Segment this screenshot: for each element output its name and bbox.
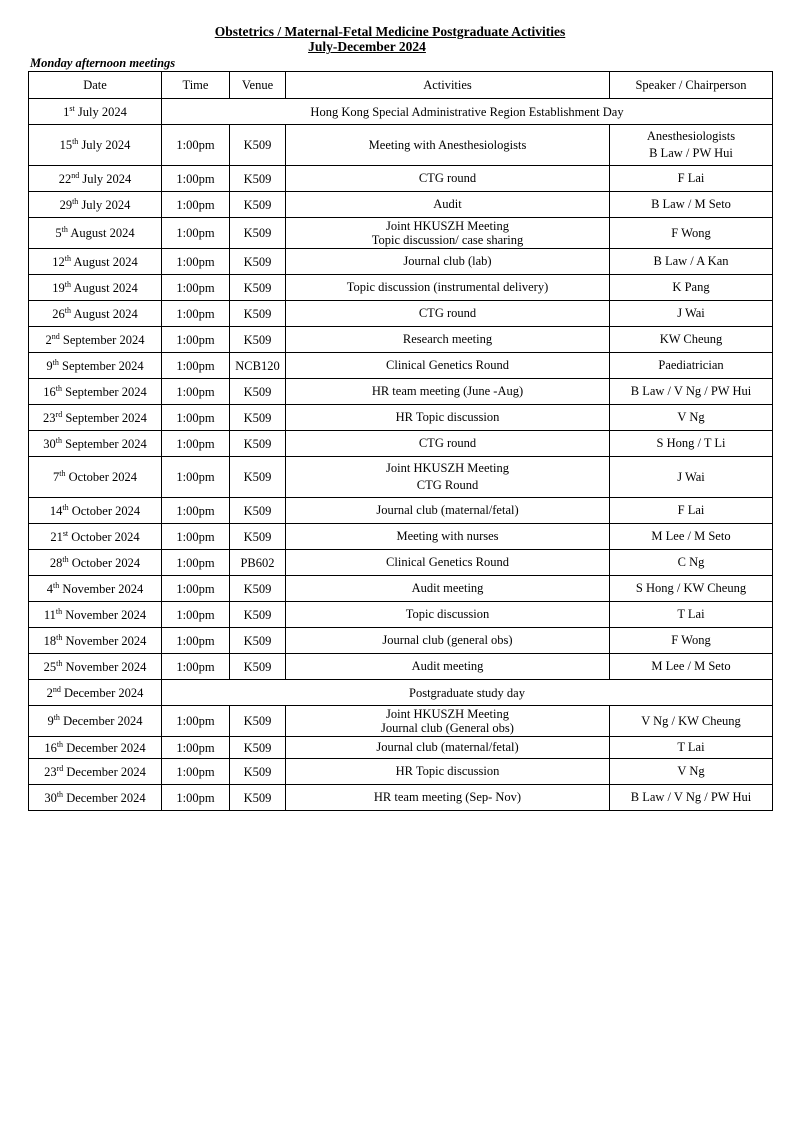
date-cell — [29, 680, 162, 706]
speaker-cell — [610, 785, 773, 811]
date-cell — [29, 524, 162, 550]
date-ordinal-suffix: rd — [55, 409, 63, 419]
activity-cell — [286, 550, 610, 576]
activity-line: Meeting with Anesthesiologists — [368, 137, 527, 152]
activity-line: Audit meeting — [411, 581, 484, 595]
time-cell: 1:00pm — [162, 301, 230, 327]
date-ordinal-suffix: rd — [56, 763, 64, 773]
activity-line: HR team meeting (Sep- Nov) — [373, 790, 522, 804]
date-month-year: December 2024 — [63, 790, 146, 805]
date-day: 14 — [49, 503, 63, 518]
date-ordinal-suffix: th — [53, 580, 60, 590]
time-cell: 1:00pm — [162, 218, 230, 249]
speaker-cell — [610, 327, 773, 353]
table-row — [29, 431, 773, 457]
activity-line: CTG Round — [416, 478, 479, 492]
table-row — [29, 737, 773, 759]
date-day: 9 — [47, 714, 54, 728]
date-cell — [29, 353, 162, 379]
venue-cell: K509 — [230, 602, 286, 628]
table-row — [29, 166, 773, 192]
venue-cell: K509 — [230, 759, 286, 785]
date-day: 2 — [46, 685, 53, 700]
venue-cell: K509 — [230, 192, 286, 218]
speaker-line: J Wai — [677, 306, 705, 320]
date-day: 1 — [63, 104, 70, 119]
date-day: 22 — [58, 171, 72, 186]
activity-line: Audit meeting — [411, 659, 484, 673]
date-ordinal-suffix: th — [62, 502, 69, 512]
venue-cell: K509 — [230, 301, 286, 327]
date-day: 15 — [59, 138, 73, 152]
speaker-cell — [610, 737, 773, 759]
speaker-line: S Hong / T Li — [656, 436, 726, 450]
table-row — [29, 99, 773, 125]
date-day: 21 — [50, 529, 63, 544]
date-cell — [29, 550, 162, 576]
table-row — [29, 498, 773, 524]
speaker-line: V Ng / KW Cheung — [641, 714, 741, 728]
activity-cell — [286, 218, 610, 249]
date-cell — [29, 218, 162, 249]
time-cell: 1:00pm — [162, 431, 230, 457]
speaker-cell — [610, 759, 773, 785]
venue-cell: K509 — [230, 125, 286, 166]
table-row — [29, 275, 773, 301]
date-ordinal-suffix: th — [62, 554, 69, 564]
date-ordinal-suffix: th — [56, 739, 64, 749]
speaker-cell — [610, 192, 773, 218]
table-row — [29, 405, 773, 431]
venue-cell: K509 — [230, 218, 286, 249]
activity-cell — [286, 327, 610, 353]
activity-cell — [286, 457, 610, 498]
date-ordinal-suffix: nd — [51, 331, 60, 341]
time-cell: 1:00pm — [162, 275, 230, 301]
merged-event-cell: Hong Kong Special Administrative Region Establishment Day — [162, 99, 773, 125]
activity-cell — [286, 405, 610, 431]
date-day: 30 — [43, 436, 56, 451]
table-row — [29, 706, 773, 737]
activities-table — [28, 71, 773, 811]
date-month-year: September 2024 — [62, 436, 147, 451]
schedule-subtitle: Monday afternoon meetings — [30, 56, 176, 70]
activity-line: Clinical Genetics Round — [386, 555, 509, 569]
activity-line: Joint HKUSZH Meeting — [386, 707, 509, 721]
date-cell — [29, 498, 162, 524]
time-cell: 1:00pm — [162, 524, 230, 550]
date-month-year: October 2024 — [68, 529, 140, 544]
date-day: 4 — [46, 581, 53, 596]
date-ordinal-suffix: th — [52, 357, 59, 367]
activity-cell — [286, 192, 610, 218]
venue-cell: K509 — [230, 431, 286, 457]
activity-line: Clinical Genetics Round — [386, 358, 509, 372]
speaker-line: B Law / A Kan — [653, 254, 729, 268]
table-row — [29, 379, 773, 405]
time-cell: 1:00pm — [162, 249, 230, 275]
speaker-line: M Lee / M Seto — [651, 659, 731, 673]
date-day: 16 — [43, 384, 56, 399]
activity-line: CTG round — [418, 171, 477, 185]
date-day: 30 — [44, 790, 57, 805]
speaker-cell — [610, 550, 773, 576]
time-cell: 1:00pm — [162, 166, 230, 192]
speaker-line: Paediatrician — [658, 358, 724, 372]
activity-line: Topic discussion (instrumental delivery) — [346, 280, 549, 294]
activity-line: Topic discussion — [405, 607, 490, 621]
speaker-line: F Lai — [677, 503, 705, 517]
time-cell: 1:00pm — [162, 706, 230, 737]
activity-line: Audit — [433, 197, 462, 211]
speaker-line: C Ng — [677, 555, 705, 569]
schedule-body — [29, 99, 773, 811]
activity-line: Journal club (general obs) — [382, 633, 513, 647]
date-cell — [29, 166, 162, 192]
date-cell — [29, 706, 162, 737]
activity-line: HR team meeting (June -Aug) — [371, 384, 524, 398]
activity-cell — [286, 353, 610, 379]
activity-line: Joint HKUSZH Meeting — [386, 219, 509, 233]
column-header-date: Date — [29, 72, 162, 99]
table-row — [29, 125, 773, 166]
speaker-line: M Lee / M Seto — [651, 529, 731, 543]
speaker-cell — [610, 301, 773, 327]
date-month-year: November 2024 — [59, 581, 144, 596]
speaker-line: Anesthesiologists — [646, 129, 736, 143]
activity-cell — [286, 275, 610, 301]
date-ordinal-suffix: th — [72, 196, 79, 206]
activity-cell — [286, 301, 610, 327]
date-month-year: December 2024 — [63, 764, 146, 779]
date-cell — [29, 431, 162, 457]
speaker-line: J Wai — [677, 469, 705, 484]
activity-cell — [286, 576, 610, 602]
speaker-cell — [610, 576, 773, 602]
speaker-cell — [610, 628, 773, 654]
date-cell — [29, 125, 162, 166]
speaker-cell — [610, 379, 773, 405]
date-ordinal-suffix: th — [56, 632, 63, 642]
date-day: 26 — [52, 306, 65, 321]
activity-cell — [286, 602, 610, 628]
venue-cell: K509 — [230, 654, 286, 680]
venue-cell: K509 — [230, 457, 286, 498]
date-cell — [29, 654, 162, 680]
date-month-year: November 2024 — [62, 607, 147, 622]
table-header-row — [29, 72, 773, 99]
activity-line: Research meeting — [402, 332, 493, 346]
venue-cell: K509 — [230, 524, 286, 550]
activity-cell — [286, 498, 610, 524]
speaker-line: V Ng — [677, 410, 705, 424]
date-ordinal-suffix: st — [62, 528, 69, 538]
speaker-line: K Pang — [672, 280, 710, 294]
time-cell: 1:00pm — [162, 737, 230, 759]
date-day: 28 — [49, 555, 63, 570]
activity-line: Journal club (General obs) — [381, 721, 514, 735]
activity-cell — [286, 706, 610, 737]
time-cell: 1:00pm — [162, 327, 230, 353]
date-cell — [29, 327, 162, 353]
activity-line: Joint HKUSZH Meeting — [386, 461, 509, 475]
date-ordinal-suffix: th — [55, 606, 63, 616]
activity-cell — [286, 654, 610, 680]
venue-cell: K509 — [230, 327, 286, 353]
column-header-venue: Venue — [230, 72, 286, 99]
table-row — [29, 576, 773, 602]
date-cell — [29, 602, 162, 628]
venue-cell: NCB120 — [230, 353, 286, 379]
time-cell: 1:00pm — [162, 759, 230, 785]
date-month-year: November 2024 — [62, 659, 147, 674]
speaker-cell — [610, 706, 773, 737]
date-ordinal-suffix: nd — [52, 684, 61, 694]
date-ordinal-suffix: th — [56, 658, 63, 668]
venue-cell: K509 — [230, 706, 286, 737]
date-day: 23 — [44, 764, 57, 779]
table-row — [29, 628, 773, 654]
activity-cell — [286, 524, 610, 550]
activity-cell — [286, 125, 610, 166]
activity-cell — [286, 249, 610, 275]
speaker-cell — [610, 405, 773, 431]
activity-cell — [286, 785, 610, 811]
date-cell — [29, 99, 162, 125]
time-cell: 1:00pm — [162, 602, 230, 628]
date-day: 2 — [45, 332, 52, 347]
date-day: 7 — [53, 470, 60, 484]
table-row — [29, 654, 773, 680]
date-month-year: July 2024 — [74, 104, 127, 119]
date-month-year: December 2024 — [60, 685, 144, 700]
activity-line: Topic discussion/ case sharing — [371, 233, 524, 247]
time-cell: 1:00pm — [162, 654, 230, 680]
date-cell — [29, 628, 162, 654]
speaker-line: B Law / V Ng / PW Hui — [630, 790, 752, 804]
column-header-time: Time — [162, 72, 230, 99]
speaker-line: B Law / V Ng / PW Hui — [630, 384, 752, 398]
activity-line: CTG round — [418, 436, 477, 450]
speaker-line: B Law / PW Hui — [649, 146, 733, 160]
table-row — [29, 602, 773, 628]
table-row — [29, 680, 773, 706]
time-cell: 1:00pm — [162, 498, 230, 524]
merged-event-cell: Postgraduate study day — [162, 680, 773, 706]
date-day: 9 — [46, 358, 53, 373]
time-cell: 1:00pm — [162, 405, 230, 431]
date-ordinal-suffix: th — [53, 712, 60, 722]
date-cell — [29, 379, 162, 405]
date-ordinal-suffix: th — [59, 468, 66, 478]
date-day: 25 — [43, 659, 57, 674]
date-ordinal-suffix: th — [64, 253, 72, 263]
date-month-year: September 2024 — [62, 410, 147, 425]
date-month-year: August 2024 — [71, 254, 138, 269]
table-row — [29, 550, 773, 576]
activity-line: Journal club (maternal/fetal) — [376, 740, 519, 754]
speaker-cell — [610, 457, 773, 498]
table-row — [29, 759, 773, 785]
activity-line: HR Topic discussion — [395, 410, 500, 424]
date-month-year: July 2024 — [78, 197, 131, 212]
activity-line: CTG round — [418, 306, 477, 320]
date-ordinal-suffix: th — [56, 789, 64, 799]
date-month-year: July 2024 — [78, 138, 131, 152]
date-cell — [29, 457, 162, 498]
venue-cell: K509 — [230, 379, 286, 405]
date-ordinal-suffix: th — [64, 305, 72, 315]
table-row — [29, 218, 773, 249]
column-header-activities: Activities — [286, 72, 610, 99]
time-cell: 1:00pm — [162, 550, 230, 576]
activity-cell — [286, 166, 610, 192]
date-day: 11 — [43, 607, 56, 622]
speaker-cell — [610, 654, 773, 680]
speaker-line: B Law / M Seto — [651, 197, 731, 211]
date-month-year: October 2024 — [65, 470, 137, 484]
speaker-cell — [610, 249, 773, 275]
time-cell: 1:00pm — [162, 379, 230, 405]
speaker-line: V Ng — [677, 764, 705, 778]
table-row — [29, 353, 773, 379]
speaker-line: F Wong — [671, 226, 711, 240]
date-month-year: August 2024 — [71, 306, 138, 321]
venue-cell: K509 — [230, 576, 286, 602]
table-row — [29, 457, 773, 498]
document-period: July-December 2024 — [308, 39, 426, 54]
date-month-year: November 2024 — [62, 633, 147, 648]
date-cell — [29, 785, 162, 811]
date-day: 18 — [43, 633, 57, 648]
speaker-cell — [610, 275, 773, 301]
speaker-cell — [610, 166, 773, 192]
date-cell — [29, 576, 162, 602]
activity-cell — [286, 379, 610, 405]
speaker-line: T Lai — [677, 740, 705, 754]
speaker-cell — [610, 218, 773, 249]
date-cell — [29, 301, 162, 327]
activity-line: Journal club (lab) — [403, 254, 492, 268]
date-cell — [29, 405, 162, 431]
venue-cell: K509 — [230, 498, 286, 524]
speaker-line: S Hong / KW Cheung — [635, 581, 747, 595]
venue-cell: K509 — [230, 166, 286, 192]
venue-cell: K509 — [230, 628, 286, 654]
date-month-year: December 2024 — [63, 740, 146, 755]
date-ordinal-suffix: th — [55, 435, 62, 445]
activity-cell — [286, 431, 610, 457]
date-day: 16 — [44, 740, 57, 755]
time-cell: 1:00pm — [162, 628, 230, 654]
activity-line: HR Topic discussion — [395, 764, 500, 778]
date-month-year: August 2024 — [67, 226, 135, 240]
date-cell — [29, 759, 162, 785]
date-ordinal-suffix: nd — [71, 170, 80, 180]
date-day: 5 — [55, 226, 62, 240]
date-ordinal-suffix: th — [72, 136, 79, 146]
date-month-year: September 2024 — [59, 332, 145, 347]
date-month-year: October 2024 — [68, 555, 141, 570]
date-month-year: September 2024 — [62, 384, 147, 399]
time-cell: 1:00pm — [162, 457, 230, 498]
date-cell — [29, 249, 162, 275]
table-row — [29, 327, 773, 353]
date-cell — [29, 192, 162, 218]
speaker-cell — [610, 498, 773, 524]
table-row — [29, 785, 773, 811]
date-month-year: July 2024 — [79, 171, 132, 186]
speaker-line: F Lai — [677, 171, 705, 185]
date-ordinal-suffix: th — [64, 279, 72, 289]
venue-cell: K509 — [230, 275, 286, 301]
date-ordinal-suffix: th — [61, 224, 68, 234]
date-cell — [29, 737, 162, 759]
table-row — [29, 301, 773, 327]
activity-cell — [286, 759, 610, 785]
venue-cell: K509 — [230, 737, 286, 759]
date-month-year: September 2024 — [58, 358, 144, 373]
venue-cell: K509 — [230, 249, 286, 275]
date-month-year: October 2024 — [68, 503, 141, 518]
activity-cell — [286, 737, 610, 759]
speaker-cell — [610, 125, 773, 166]
activity-cell — [286, 628, 610, 654]
speaker-line: KW Cheung — [659, 332, 723, 346]
table-row — [29, 192, 773, 218]
date-day: 23 — [43, 410, 56, 425]
venue-cell: PB602 — [230, 550, 286, 576]
time-cell: 1:00pm — [162, 576, 230, 602]
venue-cell: K509 — [230, 405, 286, 431]
activity-line: Journal club (maternal/fetal) — [376, 503, 519, 517]
date-cell — [29, 275, 162, 301]
column-header-speaker: Speaker / Chairperson — [610, 72, 773, 99]
venue-cell: K509 — [230, 785, 286, 811]
date-day: 29 — [59, 197, 73, 212]
speaker-line: F Wong — [671, 633, 711, 647]
speaker-cell — [610, 602, 773, 628]
date-day: 12 — [52, 254, 65, 269]
date-day: 19 — [52, 280, 65, 295]
date-ordinal-suffix: st — [69, 103, 75, 113]
time-cell: 1:00pm — [162, 125, 230, 166]
time-cell: 1:00pm — [162, 353, 230, 379]
table-row — [29, 524, 773, 550]
date-month-year: August 2024 — [71, 280, 138, 295]
speaker-cell — [610, 431, 773, 457]
speaker-cell — [610, 353, 773, 379]
time-cell: 1:00pm — [162, 192, 230, 218]
speaker-line: T Lai — [677, 607, 705, 621]
speaker-cell — [610, 524, 773, 550]
date-month-year: December 2024 — [59, 714, 143, 728]
document-title: Obstetrics / Maternal-Fetal Medicine Postgraduate Activities — [214, 24, 566, 39]
date-ordinal-suffix: th — [55, 383, 62, 393]
table-row — [29, 249, 773, 275]
activity-line: Meeting with nurses — [396, 529, 499, 543]
time-cell: 1:00pm — [162, 785, 230, 811]
